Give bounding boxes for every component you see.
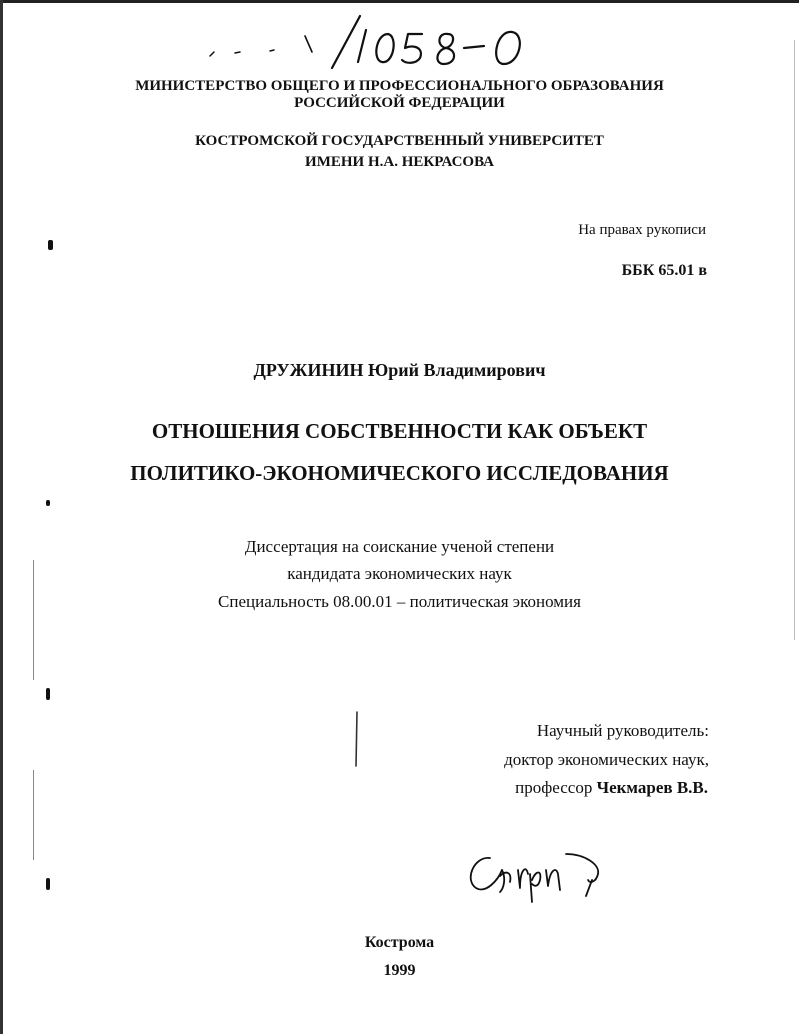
thesis-title-line-2: ПОЛИТИКО-ЭКОНОМИЧЕСКОГО ИССЛЕДОВАНИЯ bbox=[130, 461, 669, 485]
supervisor-name-line bbox=[515, 778, 708, 798]
bbk-code: ББК 65.01 в bbox=[621, 262, 707, 279]
archive-number-handwritten bbox=[200, 8, 540, 78]
scan-margin-line bbox=[33, 770, 34, 860]
supervisor-name: Чекмарев В.В. bbox=[596, 778, 708, 797]
binding-mark bbox=[46, 878, 50, 890]
scan-edge-top bbox=[0, 0, 799, 3]
manuscript-rights-note: На правах рукописи bbox=[578, 222, 706, 238]
year: 1999 bbox=[383, 962, 416, 979]
stray-pen-marks bbox=[340, 700, 520, 780]
author-name: ДРУЖИНИН Юрий Владимирович bbox=[253, 360, 546, 380]
city: Кострома bbox=[364, 934, 435, 951]
dissertation-specialty: Специальность 08.00.01 – политическая экономия bbox=[218, 592, 581, 611]
dissertation-line-1: Диссертация на соискание ученой степени bbox=[244, 537, 555, 556]
thesis-title-line-1: ОТНОШЕНИЯ СОБСТВЕННОСТИ КАК ОБЪЕКТ bbox=[151, 419, 648, 443]
supervisor-degree: доктор экономических наук, bbox=[504, 750, 709, 769]
supervisor-title: профессор bbox=[515, 778, 597, 797]
binding-mark bbox=[46, 688, 50, 700]
binding-mark bbox=[46, 500, 50, 506]
ministry-line-1: МИНИСТЕРСТВО ОБЩЕГО И ПРОФЕССИОНАЛЬНОГО ОБРАЗОВАНИЯ bbox=[135, 78, 664, 94]
supervisor-label: Научный руководитель: bbox=[536, 721, 709, 740]
binding-mark bbox=[48, 240, 53, 250]
university-line-2: ИМЕНИ Н.А. НЕКРАСОВА bbox=[305, 154, 494, 170]
dissertation-line-2: кандидата экономических наук bbox=[287, 564, 512, 583]
ministry-line-2: РОССИЙСКОЙ ФЕДЕРАЦИИ bbox=[294, 95, 505, 111]
author-signature bbox=[460, 840, 620, 910]
university-line-1: КОСТРОМСКОЙ ГОСУДАРСТВЕННЫЙ УНИВЕРСИТЕТ bbox=[195, 133, 604, 149]
